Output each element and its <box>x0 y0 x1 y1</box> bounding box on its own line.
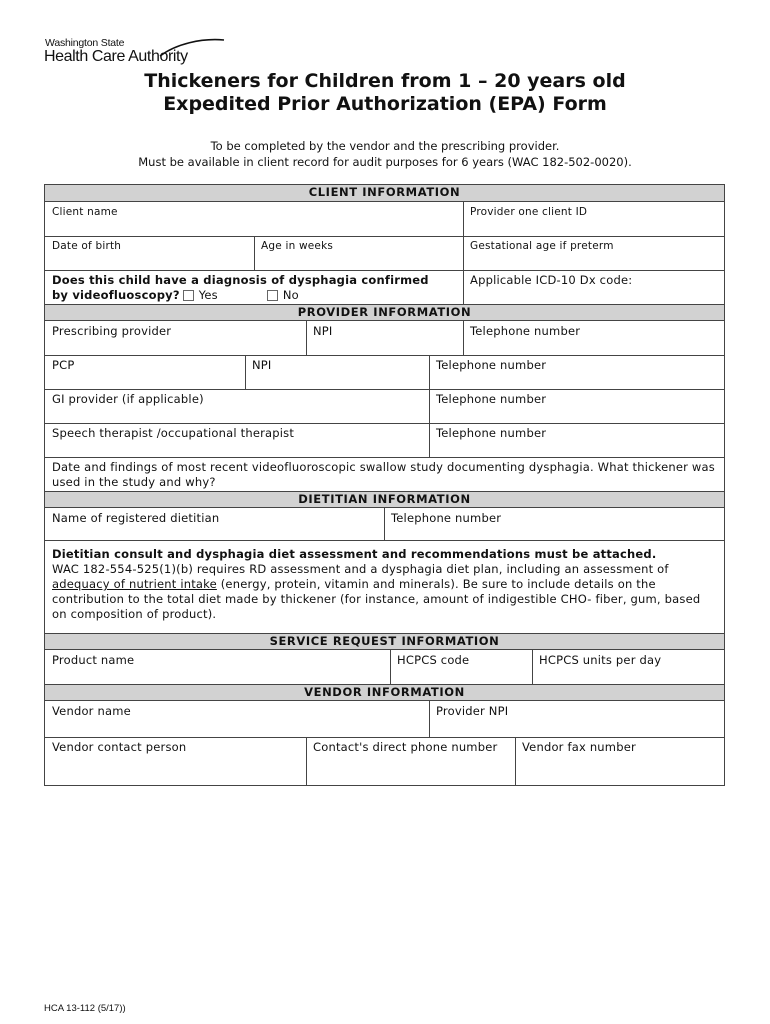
vendor-contact-person-field[interactable]: Vendor contact person <box>52 740 187 754</box>
client-info-header: CLIENT INFORMATION <box>45 185 724 202</box>
dysphagia-question-line2: by videofluoscopy? <box>52 288 180 302</box>
wac-requirement-text: WAC 182-554-525(1)(b) requires RD assessment and a dysphagia diet plan, including an assessment of adequacy of nutrient intake (energy, protein, vitamin and minerals). Be sure to include details on the contribution to the total diet made by thickener (for instance, amount of indigestible CHO- fiber, gum, based on composition of product). <box>52 562 701 621</box>
no-checkbox[interactable] <box>267 290 278 301</box>
no-label: No <box>282 288 299 302</box>
prescriber-telephone-field[interactable]: Telephone number <box>470 324 581 338</box>
service-request-header: SERVICE REQUEST INFORMATION <box>45 633 724 650</box>
vendor-name-field[interactable]: Vendor name <box>52 704 131 718</box>
prescribing-provider-field[interactable]: Prescribing provider <box>52 324 172 338</box>
age-in-weeks-field[interactable]: Age in weeks <box>261 240 334 252</box>
instructions-line2: Must be available in client record for audit purposes for 6 years (WAC 182-502-0020). <box>138 155 632 169</box>
dietitian-consult-requirement: Dietitian consult and dysphagia diet assessment and recommendations must be attached. <box>52 547 657 561</box>
gestational-age-field[interactable]: Gestational age if preterm <box>470 240 614 252</box>
dysphagia-question-line1: Does this child have a diagnosis of dysphagia confirmed <box>52 273 429 287</box>
provider-one-id-field[interactable]: Provider one client ID <box>470 206 588 218</box>
provider-info-header: PROVIDER INFORMATION <box>45 304 724 321</box>
speech-therapist-field[interactable]: Speech therapist /occupational therapist <box>52 426 295 440</box>
dietitian-consult-note <box>45 544 724 634</box>
pcp-npi-field[interactable]: NPI <box>252 358 272 372</box>
pcp-telephone-field[interactable]: Telephone number <box>436 358 547 372</box>
dysphagia-question <box>45 270 463 304</box>
instructions-line1: To be completed by the vendor and the prescribing provider. <box>210 139 560 153</box>
icd10-code-field[interactable]: Applicable ICD-10 Dx code: <box>470 273 633 287</box>
videofluoroscopic-study-field[interactable]: Date and findings of most recent videofluoroscopic swallow study documenting dysphagia. What thickener was used in the study and why? <box>52 460 715 489</box>
yes-checkbox[interactable] <box>183 290 194 301</box>
form-title-line2: Expedited Prior Authorization (EPA) Form <box>163 93 607 115</box>
logo-swoosh-icon <box>156 36 226 58</box>
vendor-provider-npi-field[interactable]: Provider NPI <box>436 704 509 718</box>
dietitian-name-field[interactable]: Name of registered dietitian <box>52 511 220 525</box>
hca-logo <box>44 36 234 70</box>
logo-line2: Health Care Authority <box>44 48 188 65</box>
hcpcs-code-field[interactable]: HCPCS code <box>397 653 470 667</box>
pcp-field[interactable]: PCP <box>52 358 75 372</box>
form-title-line1: Thickeners for Children from 1 – 20 years old <box>144 70 626 92</box>
date-of-birth-field[interactable]: Date of birth <box>52 240 122 252</box>
dietitian-telephone-field[interactable]: Telephone number <box>391 511 502 525</box>
product-name-field[interactable]: Product name <box>52 653 135 667</box>
gi-telephone-field[interactable]: Telephone number <box>436 392 547 406</box>
form-number-footer: HCA 13-112 (5/17)) <box>44 1003 126 1014</box>
dietitian-info-header: DIETITIAN INFORMATION <box>45 491 724 508</box>
prescriber-npi-field[interactable]: NPI <box>313 324 333 338</box>
epa-form <box>44 184 725 786</box>
contact-direct-phone-field[interactable]: Contact's direct phone number <box>313 740 498 754</box>
vendor-fax-field[interactable]: Vendor fax number <box>522 740 636 754</box>
hcpcs-units-field[interactable]: HCPCS units per day <box>539 653 662 667</box>
gi-provider-field[interactable]: GI provider (if applicable) <box>52 392 204 406</box>
logo-line1: Washington State <box>45 37 125 49</box>
client-name-field[interactable]: Client name <box>52 206 118 218</box>
vendor-info-header: VENDOR INFORMATION <box>45 684 724 701</box>
therapist-telephone-field[interactable]: Telephone number <box>436 426 547 440</box>
yes-label: Yes <box>198 288 218 302</box>
